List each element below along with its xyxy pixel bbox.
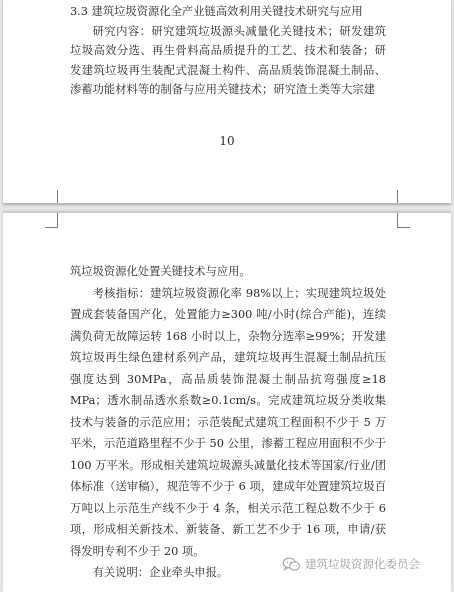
- crop-mark-top-left: [45, 213, 58, 228]
- crop-mark-bottom-right: [397, 190, 410, 204]
- section-heading: 3.3 建筑垃圾资源化全产业链高效利用关键技术研究与应用: [70, 5, 363, 18]
- watermark-text: 建筑垃圾资源化委员会: [305, 557, 420, 571]
- continuation-line: 筑垃圾资源化处置关键技术与应用。: [70, 265, 251, 278]
- page-2-text: [70, 261, 386, 584]
- page-number: 10: [219, 134, 235, 148]
- wechat-icon: [282, 557, 301, 572]
- research-content-paragraph: 研究内容：研究建筑垃圾源头减量化关键技术；研发建筑垃圾高效分选、再生骨料高品质提升的工艺、技术和装备；研发建筑垃圾再生装配式混凝土构件、高品质装饰混凝土制品、渗蓄功能材料等的制备与应用关键技术；研究渣土类等大宗建: [70, 24, 386, 96]
- document-page-2: [3, 212, 451, 592]
- crop-mark-top-right: [397, 213, 410, 228]
- watermark: [282, 556, 420, 572]
- assessment-paragraph: 考核指标：建筑垃圾资源化率 98%以上；实现建筑垃圾处置成套装备国产化，处置能力≥300 吨/小时(综合产能)，连续满负荷无故障运转 168 小时以上，杂物分选率≥99%；开发建筑垃圾再生绿色建材系列产品，建筑垃圾再生混凝土制品抗压强度达到 30MPa，高品质装饰混凝土制品抗弯强度≥18 MPa；透水制品透水系数≥0.1cm/s。完成建筑垃圾分类收集技术与装备的示范应用；示范装配式建筑工程面积不少于 5 万平米，示范道路里程不少于 50 公里，渗蓄工程应用面积不少于 100 万平米。形成相关建筑垃圾源头减量化技术等国家/行业/团体标准（送审稿），规范等不少于 6 项，建成年处置建筑垃圾百万吨以上示范生产线不少于 4 条，相关示范工程总数不少于 6 项，形成相关新技术、新装备、新工艺不少于 16 项，申请/获得发明专利不少于 20 项。: [70, 286, 386, 558]
- page-1-text: [70, 2, 386, 100]
- note-paragraph: 有关说明：企业牵头申报。: [92, 566, 229, 579]
- crop-mark-bottom-left: [45, 190, 58, 204]
- document-page-1: [3, 0, 451, 204]
